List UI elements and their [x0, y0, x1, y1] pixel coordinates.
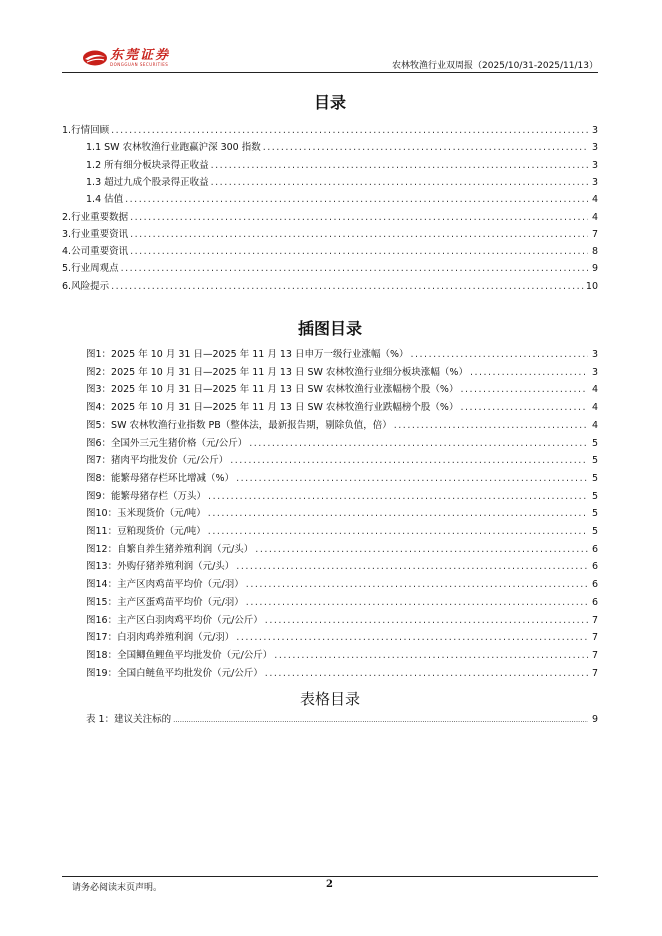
toc-entry[interactable] — [62, 193, 598, 207]
dot-leader — [121, 262, 588, 276]
figure-entry-page: 5 — [591, 526, 598, 537]
toc-entry[interactable] — [62, 124, 598, 138]
table-entry-label: 表 1：建议关注标的 — [86, 714, 172, 725]
dot-leader — [211, 159, 588, 173]
toc-entry-label: 6.风险提示 — [62, 280, 110, 292]
toc-entry-page: 3 — [591, 159, 598, 171]
figure-entry-page: 5 — [591, 455, 598, 467]
figure-entry-page: 7 — [591, 632, 598, 644]
figure-entry[interactable] — [62, 560, 598, 574]
figure-entry-page: 4 — [591, 384, 598, 396]
figure-entry-page: 7 — [591, 614, 598, 626]
figure-entry-page: 4 — [591, 419, 598, 431]
figure-entry-label: 图1：2025 年 10 月 31 日—2025 年 11 月 13 日申万一级行业涨幅（%） — [86, 349, 409, 360]
figure-entry[interactable] — [62, 401, 598, 415]
figure-entry-label: 图8：能繁母猪存栏环比增减（%） — [86, 472, 235, 484]
toc-entry[interactable] — [62, 211, 598, 225]
figure-entry[interactable] — [62, 578, 598, 592]
figure-entry[interactable] — [62, 525, 598, 539]
toc-entry-label: 4.公司重要资讯 — [62, 246, 129, 258]
figure-entry-label: 图15：主产区蛋鸡苗平均价（元/羽） — [86, 596, 244, 608]
figure-entry-label: 图16：主产区白羽肉鸡平均价（元/公斤） — [86, 614, 263, 626]
dot-leader — [211, 176, 588, 190]
toc-entry-label: 3.行业重要资讯 — [62, 228, 129, 240]
figure-entry-page: 5 — [591, 508, 598, 520]
figure-entry-page: 5 — [591, 490, 598, 502]
tables-title: 表格目录 — [299, 690, 360, 708]
toc-entry-page: 3 — [591, 142, 598, 154]
header-divider — [62, 72, 598, 73]
dot-leader — [246, 578, 588, 592]
company-logo — [82, 48, 170, 68]
table-entry-page: 9 — [591, 714, 598, 725]
toc-entry[interactable] — [62, 159, 598, 173]
figure-entry-page: 4 — [591, 402, 598, 414]
toc-title: 目录 — [313, 93, 346, 112]
toc-entry-page: 8 — [591, 246, 598, 258]
toc-entry[interactable] — [62, 176, 598, 190]
figure-entry[interactable] — [62, 437, 598, 451]
figure-entry-label: 图5：SW 农林牧渔行业指数 PB（整体法，最新报告期，剔除负值，倍） — [86, 419, 392, 431]
dot-leader — [394, 419, 588, 433]
figure-entry-label: 图6：全国外三元生猪价格（元/公斤） — [86, 437, 248, 449]
logo-subtext: DONGGUAN SECURITIES — [110, 62, 169, 67]
toc-entry[interactable] — [62, 262, 598, 276]
dot-leader — [208, 507, 588, 521]
figure-entry-page: 6 — [591, 561, 598, 573]
dot-leader — [249, 437, 588, 451]
figure-entry-label: 图3：2025 年 10 月 31 日—2025 年 11 月 13 日 SW 农林牧渔行业涨幅榜个股（%） — [86, 384, 459, 396]
figure-entry[interactable] — [62, 454, 598, 468]
figure-entry-label: 图18：全国鲫鱼鲤鱼平均批发价（元/公斤） — [86, 649, 273, 661]
figure-entry[interactable] — [62, 596, 598, 610]
dot-leader — [111, 124, 588, 138]
figure-entry[interactable] — [62, 667, 598, 681]
toc-entry-label: 1.行情回顾 — [62, 125, 110, 136]
toc-entry-page: 4 — [591, 194, 598, 206]
figure-entry[interactable] — [62, 543, 598, 557]
dot-leader — [208, 525, 588, 539]
figure-entry-page: 3 — [591, 349, 598, 360]
figure-entry[interactable] — [62, 472, 598, 486]
dot-leader — [265, 614, 588, 628]
figure-entry-label: 图19：全国白鲢鱼平均批发价（元/公斤） — [86, 667, 263, 679]
footer-divider — [62, 876, 598, 877]
dot-leader — [236, 560, 588, 574]
figure-entry-label: 图13：外购仔猪养殖利润（元/头） — [86, 561, 235, 573]
dot-leader — [111, 280, 584, 294]
figure-entry[interactable] — [62, 348, 598, 362]
figure-entry-label: 图7：猪肉平均批发价（元/公斤） — [86, 455, 229, 467]
toc-entry-label: 2.行业重要数据 — [62, 211, 129, 223]
figure-entry[interactable] — [62, 649, 598, 663]
page-header — [62, 44, 598, 72]
dot-leader — [460, 401, 588, 415]
figure-entry-label: 图11：豆粕现货价（元/吨） — [86, 526, 206, 537]
figures-title: 插图目录 — [297, 319, 362, 338]
dot-leader — [236, 472, 588, 486]
figure-entry[interactable] — [62, 383, 598, 397]
figure-entry-page: 7 — [591, 649, 598, 661]
figure-entry-page: 5 — [591, 437, 598, 449]
dot-leader — [470, 366, 588, 380]
toc-entry-page: 3 — [591, 176, 598, 188]
toc-entry-label: 1.1 SW 农林牧渔行业跑赢沪深 300 指数 — [86, 142, 261, 154]
dot-leader — [130, 211, 588, 225]
figure-entry-label: 图2：2025 年 10 月 31 日—2025 年 11 月 13 日 SW 农林牧渔行业细分板块涨幅（%） — [86, 366, 468, 378]
table-entry[interactable] — [62, 713, 598, 727]
dot-leader — [236, 631, 588, 645]
toc-entry-label: 5.行业周观点 — [62, 263, 119, 275]
figure-entry-page: 6 — [591, 596, 598, 608]
toc-entry-label: 1.2 所有细分板块录得正收益 — [86, 159, 209, 171]
figure-entry-label: 图9：能繁母猪存栏（万头） — [86, 490, 207, 502]
toc-entry[interactable] — [62, 245, 598, 259]
figure-entry-label: 图4：2025 年 10 月 31 日—2025 年 11 月 13 日 SW 农林牧渔行业跌幅榜个股（%） — [86, 402, 459, 414]
dot-leader — [246, 596, 588, 610]
page-number: 2 — [326, 879, 333, 890]
dot-leader — [255, 543, 588, 557]
figure-entry-label: 图17：白羽肉鸡养殖利润（元/羽） — [86, 632, 235, 644]
dot-leader — [263, 141, 588, 155]
figure-entry-page: 5 — [591, 472, 598, 484]
figure-entry-label: 图14：主产区肉鸡苗平均价（元/羽） — [86, 579, 244, 591]
figure-entry[interactable] — [62, 631, 598, 645]
dot-leader — [130, 245, 588, 259]
logo-mark-icon — [82, 49, 108, 67]
toc-entry[interactable] — [62, 280, 598, 294]
figure-entry-label: 图12：自繁自养生猪养殖利润（元/头） — [86, 543, 254, 555]
toc-entry-page: 3 — [591, 125, 598, 136]
figure-entry[interactable] — [62, 507, 598, 521]
toc-entry-page: 10 — [585, 280, 598, 292]
toc-entry-label: 1.4 估值 — [86, 194, 124, 206]
toc-entry-page: 9 — [591, 263, 598, 275]
dot-leader — [274, 649, 588, 663]
figure-entry[interactable] — [62, 490, 598, 504]
dot-leader — [265, 667, 588, 681]
figure-entry[interactable] — [62, 366, 598, 380]
toc-entry[interactable] — [62, 141, 598, 155]
figure-entry-page: 7 — [591, 667, 598, 679]
dot-leader — [208, 490, 588, 504]
figure-entry-label: 图10：玉米现货价（元/吨） — [86, 508, 206, 520]
logo-text: 东莞证券 — [110, 48, 171, 63]
toc-entry[interactable] — [62, 228, 598, 242]
figure-entry-page: 3 — [591, 366, 598, 378]
dot-leader — [130, 228, 588, 242]
toc-entry-page: 4 — [591, 211, 598, 223]
figure-entry-page: 6 — [591, 579, 598, 591]
dot-leader — [410, 348, 588, 362]
dot-leader — [125, 193, 588, 207]
figure-entry-page: 6 — [591, 543, 598, 555]
figure-entry[interactable] — [62, 614, 598, 628]
toc-entry-page: 7 — [591, 228, 598, 240]
footer-disclaimer: 请务必阅读末页声明。 — [72, 883, 163, 893]
dot-leader — [173, 713, 588, 727]
dot-leader — [230, 454, 588, 468]
dot-leader — [460, 383, 588, 397]
toc-entry-label: 1.3 超过九成个股录得正收益 — [86, 176, 209, 188]
figure-entry[interactable] — [62, 419, 598, 433]
report-title: 农林牧渔行业双周报（2025/10/31-2025/11/13） — [392, 61, 598, 71]
